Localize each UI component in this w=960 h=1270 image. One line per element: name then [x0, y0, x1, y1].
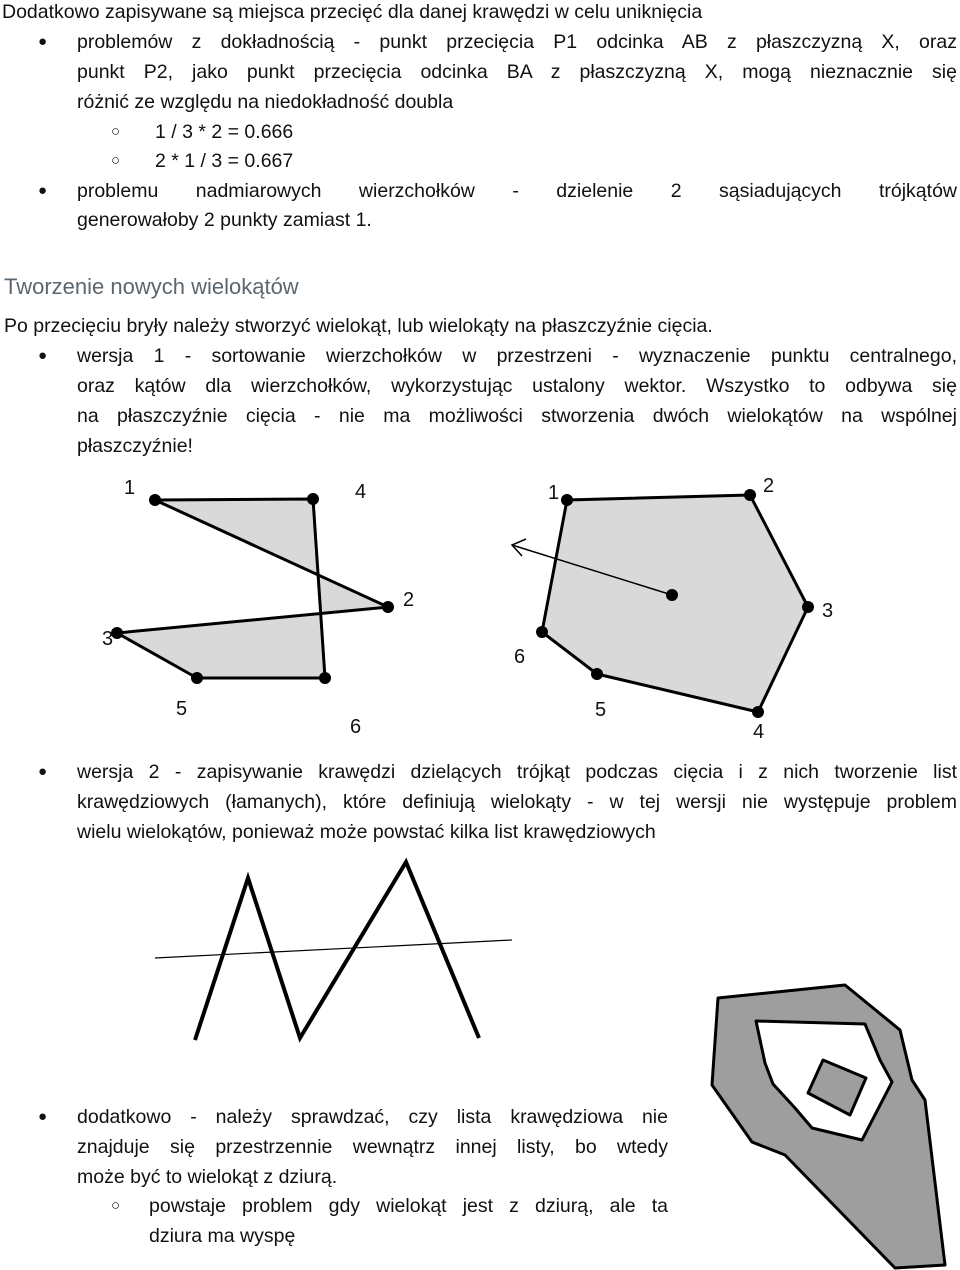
extra-sub-line: powstaje problem gdy wielokąt jest z dziurą, ale ta — [149, 1195, 668, 1217]
convex-polygon-figure — [512, 475, 833, 743]
island-polygon — [808, 1060, 866, 1115]
zigzag-polyline — [195, 862, 479, 1040]
star-label: 3 — [102, 628, 114, 650]
bullet-icon: ● — [38, 1108, 48, 1125]
v1-line: wersja 1 - sortowanie wierzchołków w przestrzeni - wyznaczenie punktu centralnego, — [77, 345, 957, 367]
bullet2-line: generowałoby 2 punkty zamiast 1. — [77, 209, 372, 231]
sub-item: 1 / 3 * 2 = 0.666 — [155, 121, 294, 143]
v2-line: wersja 2 - zapisywanie krawędzi dzielących trójkąt podczas cięcia i z nich tworzenie list — [77, 761, 957, 783]
v1-line: oraz kątów dla wierzchołków, wykorzystując ustalony wektor. Wszystko to odbywa się — [77, 375, 957, 397]
v2-line: wielu wielokątów, ponieważ może powstać kilka list krawędziowych — [77, 821, 656, 843]
convex-polygon — [542, 495, 808, 712]
bullet-icon: ● — [38, 182, 48, 199]
sub-bullet-icon: ○ — [111, 152, 121, 169]
bullet2-line: problemu nadmiarowych wierzchołków - dzielenie 2 sąsiadujących trójkątów — [77, 180, 957, 202]
intro-line: Dodatkowo zapisywane są miejsca przecięć dla danej krawędzi w celu uniknięcia — [2, 1, 703, 23]
star-label: 5 — [176, 698, 188, 720]
bullet1-line: punkt P2, jako punkt przecięcia odcinka BA z płaszczyzną X, mogą nieznacznie się — [77, 61, 957, 83]
extra-line: może być to wielokąt z dziurą. — [77, 1166, 338, 1188]
section-intro: Po przecięciu bryły należy stworzyć wielokąt, lub wielokąty na płaszczyźnie cięcia. — [4, 315, 713, 337]
sub-item: 2 * 1 / 3 = 0.667 — [155, 150, 294, 172]
v1-line: na płaszczyźnie cięcia - nie ma możliwości stworzenia dwóch wielokątów na wspólnej — [77, 405, 957, 427]
v1-line: płaszczyźnie! — [77, 435, 193, 457]
sub-bullet-icon: ○ — [111, 1197, 121, 1214]
hex-label: 1 — [548, 482, 560, 504]
hole-island-figure — [712, 985, 945, 1268]
star-label: 1 — [124, 477, 136, 499]
extra-line: dodatkowo - należy sprawdzać, czy lista krawędziowa nie — [77, 1106, 668, 1128]
star-polygon — [117, 499, 388, 678]
bullet1-line: różnić ze względu na niedokładność doubla — [77, 91, 454, 113]
sub-bullet-icon: ○ — [111, 123, 121, 140]
hex-label: 4 — [753, 721, 765, 743]
extra-line: znajduje się przestrzennie wewnątrz innej listy, bo wtedy — [77, 1136, 668, 1158]
hex-label: 2 — [763, 475, 775, 497]
zigzag-figure — [155, 862, 512, 1040]
bullet-icon: ● — [38, 347, 48, 364]
outer-polygon-with-hole — [712, 985, 945, 1268]
hex-label: 5 — [595, 699, 607, 721]
star-label: 4 — [355, 481, 367, 503]
extra-sub-line: dziura ma wyspę — [149, 1225, 296, 1247]
star-polygon-figure — [102, 477, 414, 738]
bullet-icon: ● — [38, 763, 48, 780]
bullet1-line: problemów z dokładnością - punkt przecięcia P1 odcinka AB z płaszczyzną X, oraz — [77, 31, 957, 53]
star-label: 2 — [403, 589, 415, 611]
hex-label: 6 — [514, 646, 526, 668]
bullet-icon: ● — [38, 33, 48, 50]
hex-label: 3 — [822, 600, 834, 622]
v2-line: krawędziowych (łamanych), które definiują wielokąty - w tej wersji nie występuje problem — [77, 791, 957, 813]
section-heading: Tworzenie nowych wielokątów — [4, 274, 299, 299]
star-label: 6 — [350, 716, 362, 738]
cutting-plane-line — [155, 940, 512, 958]
